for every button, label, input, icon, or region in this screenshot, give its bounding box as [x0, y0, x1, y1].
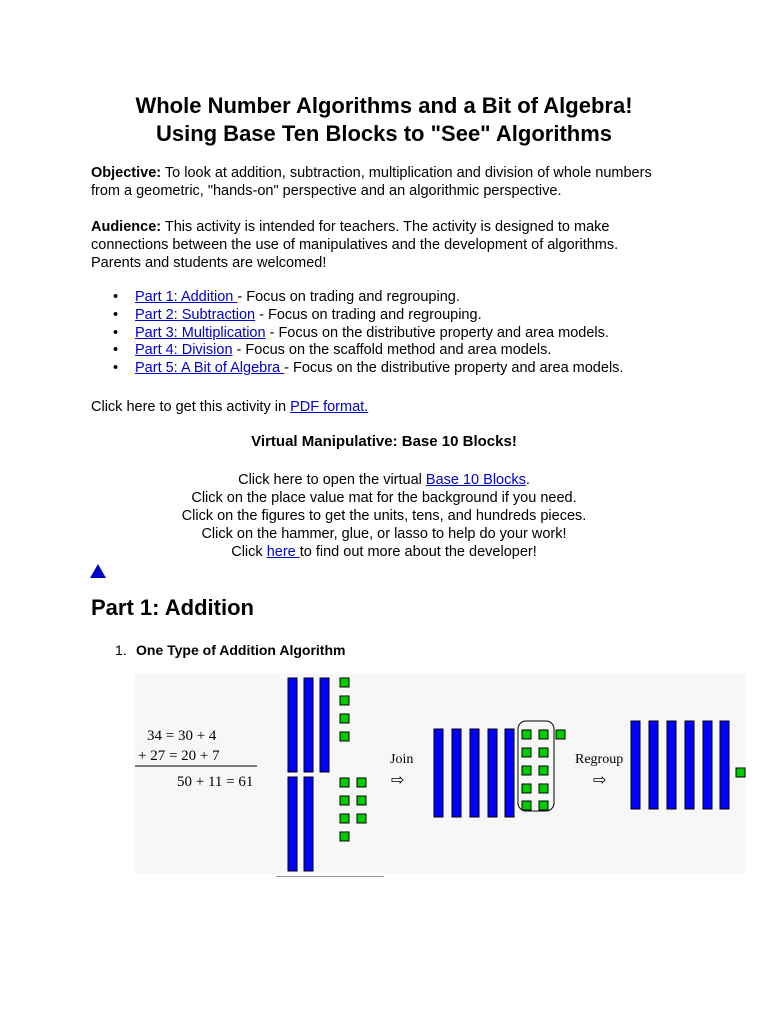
virtual-manipulative-title: Virtual Manipulative: Base 10 Blocks! [251, 433, 517, 450]
unit-cube [340, 696, 349, 705]
virtual-line-1: Click here to open the virtual Base 10 Blocks. [238, 472, 530, 488]
item-title: One Type of Addition Algorithm [136, 642, 346, 658]
objective-text-1: To look at addition, subtraction, multiplication and division of whole numbers [161, 165, 652, 181]
unit-cube [522, 730, 531, 739]
regroup-arrow-icon: ⇨ [593, 770, 607, 789]
section-heading: Part 1: Addition [91, 595, 254, 620]
ten-rod [452, 729, 461, 817]
unit-cube [357, 796, 366, 805]
unit-cube [522, 748, 531, 757]
divider-line [276, 876, 384, 877]
unit-cube [522, 801, 531, 810]
objective-label: Objective: [91, 165, 162, 181]
unit-cube [340, 778, 349, 787]
ten-rod [304, 678, 313, 772]
base10-blocks-link[interactable]: Base 10 Blocks [425, 472, 526, 488]
audience-paragraph [91, 218, 691, 272]
ten-rod [631, 721, 640, 809]
unit-cube [357, 778, 366, 787]
unit-cube [522, 784, 531, 793]
unit-cube [539, 801, 548, 810]
audience-label: Audience: [91, 219, 162, 235]
unit-cube [556, 730, 565, 739]
audience-text-2: connections between the use of manipulatives and the development of algorithms. [91, 237, 619, 253]
pdf-line: Click here to get this activity in PDF format. [91, 399, 369, 415]
unit-cube [340, 714, 349, 723]
addition-algorithm-figure [135, 674, 746, 874]
list-item: • Part 4: Division - Focus on the scaffold method and area models. [113, 342, 552, 359]
ten-rod [320, 678, 329, 772]
unit-cube [539, 748, 548, 757]
part1-link[interactable]: Part 1: Addition [135, 289, 238, 305]
unit-cube [357, 814, 366, 823]
virtual-line-3: Click on the figures to get the units, tens, and hundreds pieces. [181, 508, 587, 524]
back-to-top-triangle-icon[interactable] [90, 564, 106, 578]
ten-rod [685, 721, 694, 809]
unit-cube [340, 678, 349, 687]
page-title-line2: Using Base Ten Blocks to "See" Algorithms [155, 121, 613, 146]
part5-link[interactable]: Part 5: A Bit of Algebra [135, 360, 285, 377]
parts-list [91, 289, 623, 378]
equation-3: 50 + 11 = 61 [177, 774, 254, 790]
unit-cube [340, 814, 349, 823]
equation-2: + 27 = 20 + 7 [138, 748, 220, 764]
join-arrow-icon: ⇨ [391, 770, 405, 789]
pdf-link[interactable]: PDF format. [290, 399, 369, 415]
part2-link[interactable]: Part 2: Subtraction [135, 306, 256, 323]
audience-text-3: Parents and students are welcomed! [91, 255, 327, 271]
ten-rod [304, 777, 313, 871]
list-item: • Part 3: Multiplication - Focus on the distributive property and area models. [113, 324, 609, 341]
unit-cube [539, 730, 548, 739]
list-item: • Part 5: A Bit of Algebra - Focus on the distributive property and area models. [113, 360, 624, 377]
ten-rod [488, 729, 497, 817]
objective-text-2: from a geometric, "hands-on" perspective and an algorithmic perspective. [91, 183, 562, 199]
ten-rod [505, 729, 514, 817]
part3-link[interactable]: Part 3: Multiplication [135, 324, 266, 341]
figure-svg [135, 674, 746, 874]
regroup-label: Regroup [575, 752, 624, 767]
virtual-line-5: Click here to find out more about the developer! [231, 544, 537, 560]
unit-cube [340, 732, 349, 741]
unit-cube [736, 768, 745, 777]
ten-rod [667, 721, 676, 809]
list-item: 1. One Type of Addition Algorithm [115, 642, 346, 658]
ten-rod [288, 777, 297, 871]
virtual-line-2: Click on the place value mat for the background if you need. [191, 490, 577, 506]
ten-rod [288, 678, 297, 772]
objective-paragraph [91, 164, 691, 200]
part4-link[interactable]: Part 4: Division [135, 342, 233, 359]
list-item: • Part 2: Subtraction - Focus on trading and regrouping. [113, 306, 482, 323]
unit-cube [340, 796, 349, 805]
list-item: • Part 1: Addition - Focus on trading and regrouping. [113, 289, 460, 305]
ten-rod [703, 721, 712, 809]
join-label: Join [390, 752, 414, 767]
unit-cube [340, 832, 349, 841]
ten-rod [470, 729, 479, 817]
page-title-line1: Whole Number Algorithms and a Bit of Algebra! [135, 93, 633, 118]
ten-rod [434, 729, 443, 817]
unit-cube [539, 766, 548, 775]
unit-cube [539, 784, 548, 793]
unit-cube [522, 766, 531, 775]
ten-rod [649, 721, 658, 809]
equation-1: 34 = 30 + 4 [147, 728, 217, 744]
developer-link[interactable]: here [266, 544, 300, 560]
ten-rod [720, 721, 729, 809]
virtual-line-4: Click on the hammer, glue, or lasso to help do your work! [201, 526, 567, 542]
audience-text-1: This activity is intended for teachers. The activity is designed to make [161, 219, 610, 235]
